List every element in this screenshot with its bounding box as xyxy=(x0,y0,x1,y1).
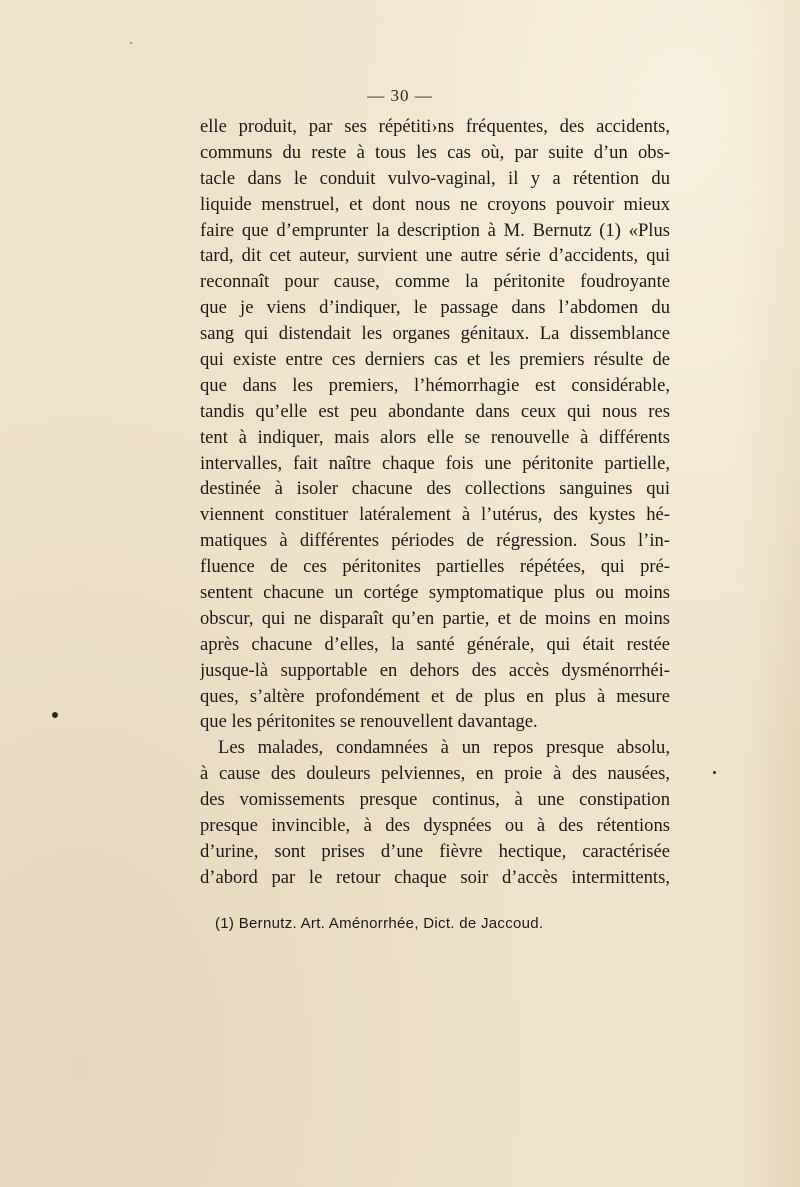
text-line: tandis qu’elle est peu abondante dans ceux qui nous res xyxy=(200,400,670,422)
text-line: que dans les premiers, l’hémorrhagie est considérable, xyxy=(200,374,670,396)
text-line: intervalles, fait naître chaque fois une péritonite partielle, xyxy=(200,452,670,474)
text-line: d’urine, sont prises d’une fièvre hectique, caractérisée xyxy=(200,840,670,862)
text-line: Les malades, condamnées à un repos presque absolu, xyxy=(218,737,670,759)
ink-speck xyxy=(52,712,58,718)
text-line: sentent chacune un cortége symptomatique plus ou moins xyxy=(200,582,670,604)
text-line: reconnaît pour cause, comme la péritonite foudroyante xyxy=(200,271,670,293)
text-line: communs du reste à tous les cas où, par suite d’un obs- xyxy=(200,141,670,163)
text-line: ques, s’altère profondément et de plus en plus à mesure xyxy=(200,685,670,707)
text-line: elle produit, par ses répétiti›ns fréquentes, des accidents, xyxy=(200,116,670,137)
text-line: matiques à différentes périodes de régression. Sous l’in- xyxy=(200,530,670,552)
page-number: — 30 — xyxy=(367,86,433,105)
text-line: tent à indiquer, mais alors elle se renouvelle à différents xyxy=(200,426,670,448)
text-line: des vomissements presque continus, à une constipation xyxy=(200,789,670,811)
text-line: presque invincible, à des dyspnées ou à des rétentions xyxy=(200,815,670,837)
text-line: faire que d’emprunter la description à M. Bernutz (1) «Plus xyxy=(200,219,670,241)
text-line: tacle dans le conduit vulvo-vaginal, il y a rétention du xyxy=(200,167,670,189)
text-line: liquide menstruel, et dont nous ne croyons pouvoir mieux xyxy=(200,193,670,215)
text-line: obscur, qui ne disparaît qu’en partie, et de moins en moins xyxy=(200,607,670,629)
text-line: tard, dit cet auteur, survient une autre série d’accidents, qui xyxy=(200,245,670,267)
body-text xyxy=(200,114,670,891)
ink-speck xyxy=(130,42,132,44)
text-line: jusque-là supportable en dehors des accès dysménorrhéi- xyxy=(200,659,670,681)
text-line: d’abord par le retour chaque soir d’accès intermittents, xyxy=(200,866,670,888)
ink-speck xyxy=(713,771,716,774)
text-line: après chacune d’elles, la santé générale, qui était restée xyxy=(200,633,670,655)
text-line: que je viens d’indiquer, le passage dans l’abdomen du xyxy=(200,297,670,319)
text-line: destinée à isoler chacune des collections sanguines qui xyxy=(200,478,670,500)
text-line: que les péritonites se renouvellent davantage. xyxy=(200,711,538,733)
text-line: viennent constituer latéralement à l’utérus, des kystes hé- xyxy=(200,504,670,526)
text-line: qui existe entre ces derniers cas et les premiers résulte de xyxy=(200,349,670,371)
footnote: (1) Bernutz. Art. Aménorrhée, Dict. de Jaccoud. xyxy=(215,915,544,932)
text-line: à cause des douleurs pelviennes, en proie à des nausées, xyxy=(200,763,670,785)
text-line: fluence de ces péritonites partielles répétées, qui pré- xyxy=(200,556,670,578)
text-line: sang qui distendait les organes génitaux. La dissemblance xyxy=(200,323,670,345)
